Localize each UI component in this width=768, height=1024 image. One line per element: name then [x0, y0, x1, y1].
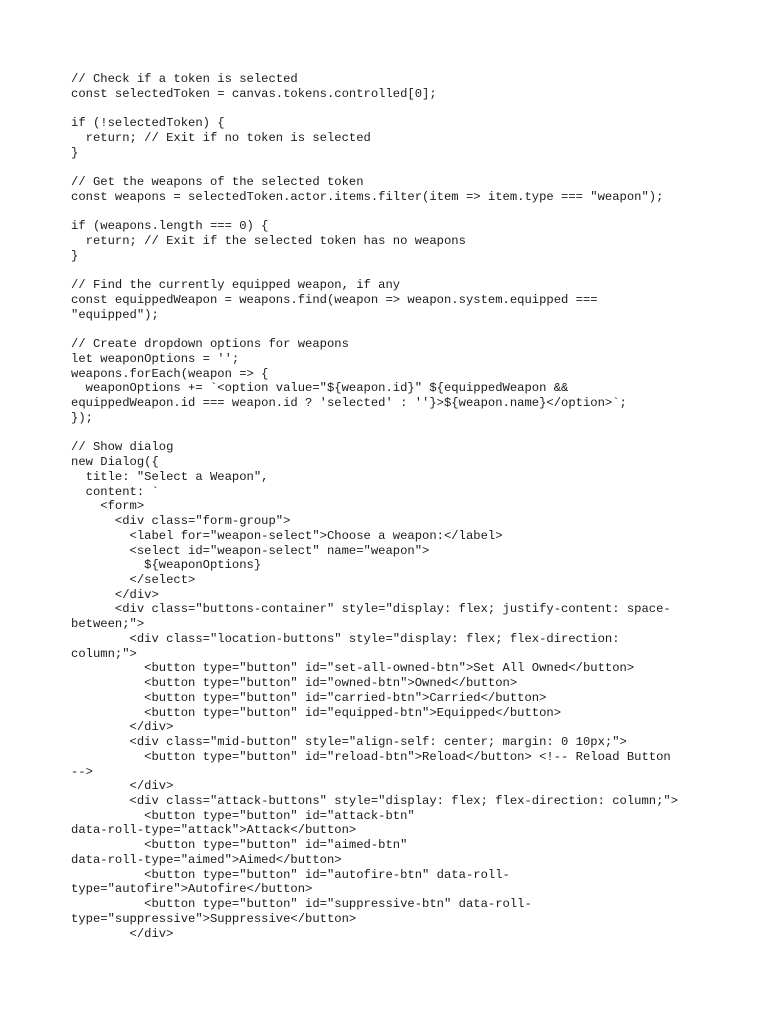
code-line: }); — [71, 410, 93, 425]
code-line: <div class="mid-button" style="align-self: center; margin: 0 10px;"> — [71, 735, 627, 750]
code-line: between;"> — [71, 617, 145, 632]
code-line: </div> — [71, 779, 174, 794]
code-line: <button type="button" id="suppressive-btn" data-roll- — [71, 897, 532, 912]
code-line: type="autofire">Autofire</button> — [71, 882, 313, 897]
code-line: <button type="button" id="attack-btn" — [71, 808, 415, 823]
code-line — [71, 322, 711, 337]
code-line: <div class="attack-buttons" style="display: flex; flex-direction: column;"> — [71, 793, 679, 808]
code-line — [71, 205, 711, 220]
code-line: <button type="button" id="owned-btn">Owned</button> — [71, 676, 518, 691]
code-line: </select> — [71, 572, 196, 587]
code-line — [71, 101, 711, 116]
code-line: equippedWeapon.id === weapon.id ? 'selected' : ''}>${weapon.name}</option>`; — [71, 396, 627, 411]
code-line: --> — [71, 764, 93, 779]
code-line: new Dialog({ — [71, 455, 159, 470]
code-line: <div class="location-buttons" style="display: flex; flex-direction: — [71, 631, 620, 646]
code-line: } — [71, 145, 79, 160]
code-line: content: ` — [71, 484, 159, 499]
code-line — [71, 160, 711, 175]
code-line: <label for="weapon-select">Choose a weapon:</label> — [71, 528, 503, 543]
code-line: <div class="form-group"> — [71, 514, 291, 529]
code-line: </div> — [71, 720, 174, 735]
code-line: let weaponOptions = ''; — [71, 351, 240, 366]
code-block — [71, 72, 711, 941]
code-line: weaponOptions += `<option value="${weapon.id}" ${equippedWeapon && — [71, 381, 569, 396]
code-line: if (!selectedToken) { — [71, 116, 225, 131]
code-line: <select id="weapon-select" name="weapon"> — [71, 543, 430, 558]
code-line: return; // Exit if the selected token has no weapons — [71, 234, 466, 249]
code-line: } — [71, 248, 79, 263]
code-line: if (weapons.length === 0) { — [71, 219, 269, 234]
code-line: </div> — [71, 926, 174, 941]
code-line — [71, 426, 711, 441]
code-line: <div class="buttons-container" style="display: flex; justify-content: space- — [71, 602, 671, 617]
code-line: // Check if a token is selected — [71, 72, 298, 86]
code-line: type="suppressive">Suppressive</button> — [71, 911, 357, 926]
code-line: <button type="button" id="carried-btn">Carried</button> — [71, 690, 547, 705]
code-line: data-roll-type="aimed">Aimed</button> — [71, 852, 342, 867]
code-line: weapons.forEach(weapon => { — [71, 366, 269, 381]
code-line: // Get the weapons of the selected token — [71, 175, 364, 190]
code-line: const weapons = selectedToken.actor.items.filter(item => item.type === "weapon"); — [71, 189, 664, 204]
code-line: <button type="button" id="equipped-btn">Equipped</button> — [71, 705, 562, 720]
code-line: <form> — [71, 499, 145, 514]
code-line: // Show dialog — [71, 440, 174, 455]
code-line: </div> — [71, 587, 159, 602]
code-line — [71, 264, 711, 279]
code-line: // Find the currently equipped weapon, if any — [71, 278, 401, 293]
code-line: <button type="button" id="set-all-owned-btn">Set All Owned</button> — [71, 661, 635, 676]
code-line: column;"> — [71, 646, 137, 661]
code-line: <button type="button" id="autofire-btn" data-roll- — [71, 867, 510, 882]
code-line: const selectedToken = canvas.tokens.controlled[0]; — [71, 86, 437, 101]
code-line: <button type="button" id="reload-btn">Reload</button> <!-- Reload Button — [71, 749, 671, 764]
code-line: "equipped"); — [71, 307, 159, 322]
code-line: <button type="button" id="aimed-btn" — [71, 838, 408, 853]
code-line: data-roll-type="attack">Attack</button> — [71, 823, 357, 838]
code-line: title: "Select a Weapon", — [71, 469, 269, 484]
code-line: // Create dropdown options for weapons — [71, 337, 349, 352]
code-line: return; // Exit if no token is selected — [71, 130, 371, 145]
code-line: ${weaponOptions} — [71, 558, 262, 573]
code-line: const equippedWeapon = weapons.find(weapon => weapon.system.equipped === — [71, 293, 598, 308]
